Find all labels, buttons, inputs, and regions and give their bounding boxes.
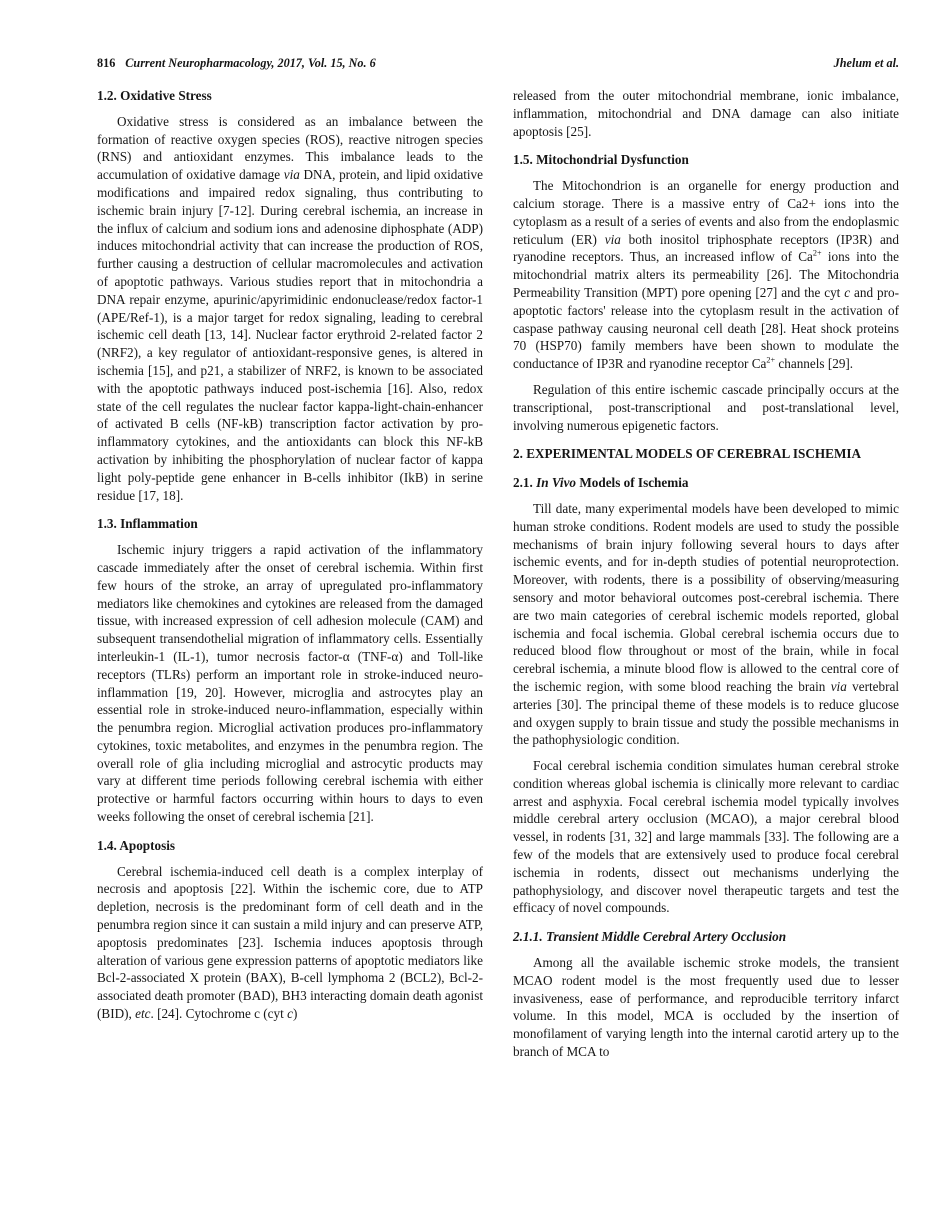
paragraph-inflammation: Ischemic injury triggers a rapid activation of the inflammatory cascade immediately after the onset of cerebral ischemia. Within first few hours of the stroke, an array of upregulated pro-inflammatory mediators like chemokines and cytokines are released from the damaged tissue, with increased expression of cell adhesion molecule (CAM) and subsequent transendothelial migration of inflammatory cells. Essentially interleukin-1 (IL-1), tumor necrosis factor-α (TNF-α) and Toll-like receptors (TLRs) perform an important role in stroke-induced neuro-inflammation [19, 20]. However, microglia and astrocytes play an essential role in stroke-induced neuro-inflammation, especially within the penumbra region. Microglial activation produces pro-inflammatory cytokines, toxic metabolites, and enzymes in the penumbra region. The overall role of glia including microglial and astrocytic products may vary at different time periods following cerebral ischemia with either protective or harmful factors occurring within hours to days to even weeks following the onset of cerebral ischemia [21].: [97, 542, 483, 825]
paragraph-apoptosis-continued: released from the outer mitochondrial membrane, ionic imbalance, inflammation, mitochondrial and DNA damage can also initiate apoptosis [25].: [513, 88, 899, 139]
left-column: [97, 87, 483, 1069]
section-heading-transient-mcao: 2.1.1. Transient Middle Cerebral Artery Occlusion: [513, 929, 787, 945]
section-heading-experimental-models: 2. EXPERIMENTAL MODELS OF CEREBRAL ISCHEMIA: [513, 446, 862, 462]
section-heading-in-vivo-models: 2.1. In Vivo Models of Ischemia: [513, 475, 689, 491]
running-header: [97, 56, 899, 71]
section-heading-inflammation: 1.3. Inflammation: [97, 516, 198, 532]
paragraph-in-vivo-models-1: Till date, many experimental models have been developed to mimic human stroke conditions. Rodent models are used to study the possible mechanisms of brain injury following several hours to days after ischemic events, and for in-depth studies of potential neuroprotection. Moreover, with rodents, there is a possibility of observing/measuring sensory and motor behavioral outcomes post-cerebral ischemia. There are two main categories of cerebral ischemic models reported, global ischemia and focal ischemia. Global cerebral ischemia occurs due to reduced blood flow throughout or most of the brain, while in focal cerebral ischemia, a minute blood flow is allowed to the central core of the ischemic region, with some blood reaching the brain via vertebral arteries [30]. The principal theme of these models is to reduce glucose and oxygen supply to brain tissue and study the possible mechanisms in the pathophysiologic condition.: [513, 500, 899, 748]
paragraph-transient-mcao: Among all the available ischemic stroke models, the transient MCAO rodent model is the most frequently used due to lesser invasiveness, ease of performance, and reproducible territory infarct volume. In this model, MCA is occluded by the insertion of monofilament of varying length into the internal carotid artery up to the branch of MCA to: [513, 955, 899, 1060]
header-page-number: 816: [97, 56, 116, 70]
paragraph-regulation: Regulation of this entire ischemic cascade principally occurs at the transcriptional, post-transcriptional and post-translational level, involving numerous epigenetic factors.: [513, 381, 899, 433]
section-heading-apoptosis: 1.4. Apoptosis: [97, 837, 176, 853]
right-column: [513, 87, 899, 1069]
paragraph-in-vivo-models-2: Focal cerebral ischemia condition simulates human cerebral stroke condition whereas global ischemia is clinically more relevant to cardiac arrest and asphyxia. Focal cerebral ischemia model typically involves middle cerebral artery occlusion (MCAO), a major cerebral blood vessel, in rodents [31, 32] and large mammals [33]. The following are a few of the models that are extensively used to produce focal cerebral ischemia in rodents, dissect out mechanisms underlying the pathophysiology, and discover novel therapeutic targets and test the efficacy of novel compounds.: [513, 758, 899, 916]
section-heading-oxidative-stress: 1.2. Oxidative Stress: [97, 88, 212, 103]
two-column-body: [97, 87, 899, 1069]
page-content: [97, 56, 899, 1069]
paragraph-mitochondrial-dysfunction: The Mitochondrion is an organelle for energy production and calcium storage. There is a massive entry of Ca2+ ions into the cytoplasm as a result of a series of events and also from the endoplasmic reticulum (ER) via both inositol triphosphate receptors (IP3R) and ryanodine receptors. Thus, an increased inflow of $Ca^{2+}$ ions into the mitochondrial matrix alters its permeability [26]. The Mitochondria Permeability Transition (MPT) pore opening [27] and the cyt c and pro-apoptotic factors' release into the cytoplasm result in the activation of caspase pathway causing neuronal cell death [28]. Heat shock proteins 70 (HSP70) family members have been shown to modulate the conductance of IP3R and ryanodine receptor $Ca^{2+}$ channels [29].: [513, 178, 899, 372]
header-journal-line: [97, 56, 376, 71]
paragraph-oxidative-stress: Oxidative stress is considered as an imbalance between the formation of reactive oxygen species (ROS), reactive nitrogen species (RNS) and antioxidant enzymes. This imbalance leads to the accumulation of oxidative damage via DNA, protein, and lipid oxidative modifications and impaired redox signaling, thus contributing to ischemic brain injury [7-12]. During cerebral ischemia, an increase in the influx of calcium and sodium ions and adenosine diphosphate (ADP) induces mitochondrial activity that can increase the production of ROS, further causing a destruction of cellular macromolecules and activation of apoptotic pathways. Various studies report that in mitochondria a DNA repair enzyme, apurinic/apyrimidinic endonuclease/redox factor-1 (APE/Ref-1), is a major target for redox signaling, leading to cerebral ischemic cell death [13, 14]. Nuclear factor erythroid 2-related factor 2 (NRF2), a key regulator of antioxidant-responsive genes, is altered in ischemia [15], and p21, a stabilizer of NRF2, is known to be associated with the apoptotic pathways induced post-ischemia [16]. Also, redox state of the cell regulates the nuclear factor kappa-light-chain-enhancer of activated B cells (NF-kB) transcription factor activation by pro-inflammatory cytokines, and the antioxidants can block this NF-kB activation by inhibiting the phosphorylation of nuclear factor of kappa light poly-peptide gene enhancer in B-cells inhibitor (IkB) in serine residue [17, 18].: [97, 113, 483, 503]
header-journal-title: Current Neuropharmacology, 2017, Vol. 15, No. 6: [125, 56, 376, 70]
header-running-authors: Jhelum et al.: [833, 56, 899, 70]
section-heading-mitochondrial-dysfunction: 1.5. Mitochondrial Dysfunction: [513, 152, 689, 168]
paragraph-apoptosis: Cerebral ischemia-induced cell death is a complex interplay of necrosis and apoptosis [22]. Within the ischemic core, due to ATP depletion, necrosis is the predominant form of cell death and in the penumbra region since it can sustain a mild injury and can preserve ATP, apoptosis predominates [23]. Ischemia induces apoptosis through alteration of various gene expression patterns of apoptotic mediators like Bcl-2-associated X protein (BAX), B-cell lymphoma 2 (BCL2), Bcl-2-associated death promoter (BAD), BH3 interacting domain death agonist (BID), etc. [24]. Cytochrome c (cyt c): [97, 863, 483, 1022]
